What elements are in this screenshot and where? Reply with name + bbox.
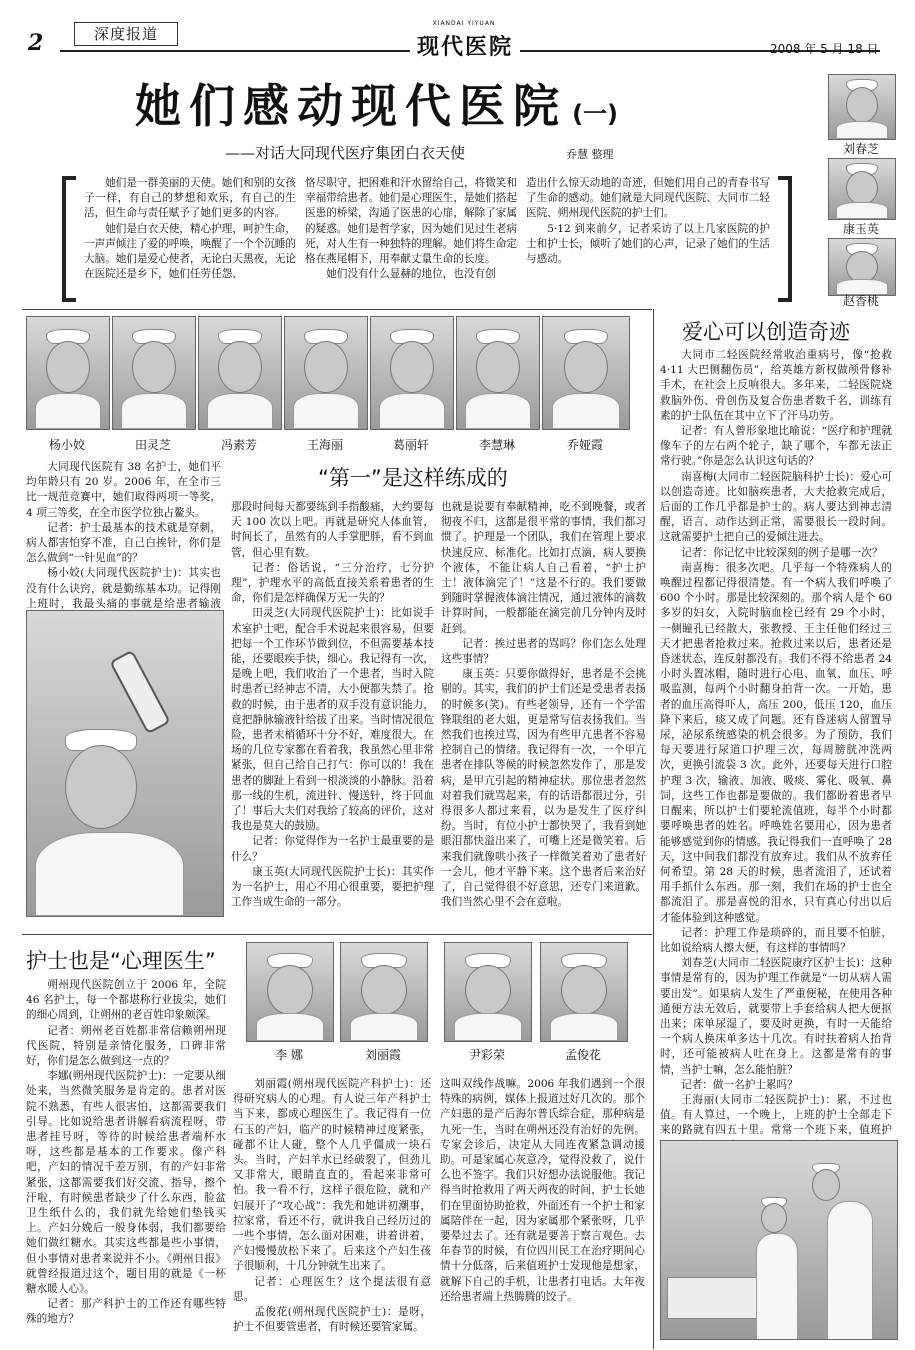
portrait-photo	[828, 158, 896, 220]
column-divider	[653, 309, 654, 1349]
portrait-photo	[112, 316, 196, 430]
intro-bracket-left	[62, 176, 76, 302]
divider	[22, 934, 652, 935]
portrait-name: 康玉英	[842, 222, 879, 236]
portrait-photo	[340, 942, 428, 1042]
portrait-photo	[26, 316, 110, 430]
portrait-photo	[540, 942, 628, 1042]
portrait-name: 刘丽霞	[364, 1048, 401, 1062]
portrait-name: 葛丽轩	[392, 438, 429, 452]
portrait-photo	[246, 942, 334, 1042]
headline-series: (一)	[572, 100, 619, 128]
psych-column-1: 朔州现代医院创立于 2006 年，全院 46 名护士，每一个都堪称行业拔尖，她们的细心周到，让朔州的老百姓印象颇深。 记者：朔州老百姓都非常信赖朔州现代医院，特别是亲情化服务，口碑非常好，你们是怎么做到这一点的？ 李娜(朔州现代医院护士)：一定要从细处来，当然微笑服务是肯定的。患者对医院不熟悉，有些人很害怕，这都需要我们引导。比如说给患者讲解看病流程呀，带患者挂号呀，等待的时候给患者端杯水呀，这些都是基本的工作要求。像产科吧，产妇的情况千差万别，有的产妇非常紧张，这都需要我们好交流、指导，擦个汗啦，有时候患者缺少了什么东西，脸盆卫生纸什么的，我们就先给她们垫钱买上。产妇分娩后一般身体弱，我们都要给她们做红糖水。其实这些都是些小事情，但小事情对患者来说并不小。《朔州日报》就曾经报道过这个，题目用的就是《一杯糖水暖人心》。 记者：那产科护士的工作还有哪些特殊的地方？	[26, 979, 226, 1326]
first-column-b: 也就是说要有奉献精神，吃不到晚餐，或者彻夜不归，这都是很平常的事情，我们都习惯了。护理是一个团队，我们在管理上要求快速反应、标准化。比如打点滴，病人要换个液体，不能让病人自己看着，“护士护士！液体滴完了！”这是不行的。我们要做到随时掌握液体滴注情况，通过液体的滴数计算时间，一般都能在滴完前几分钟内及时赶到。 记者：挨过患者的骂吗？你们怎么处理这些事情？ 康玉英：只要你做得好，患者是不会挑剔的。其实，我们的护士们还是受患者表扬的时候多(笑)。有些老领导，还有一个学雷锋联组的老大姐，更是常写信表扬我们。当然我们也挨过骂，因为有些甲亢患者不容易控制自己的情绪。我记得有一次，一个甲亢患者在排队等候的时候忽然发作了，那是发病，是甲亢引起的精神症状。那位患者忽然对着我们就骂起来，有的话语都很过分，引得很多人都过来看，以为是发生了医疗纠纷。当时，有位小护士都快哭了，我看到她眼泪都快溢出来了，可嘴上还是微笑着。后来我们就像哄小孩子一样微笑着劝了患者好一会儿，他才平静下来。这个患者后来治好了，自己觉得很不好意思，还专门来道歉。我们当然心里不会在意啦。	[441, 501, 646, 909]
first-left-column: 大同现代医院有 38 名护士，她们平均年龄只有 20 岁。2006 年，在全市三比一规范竞赛中，她们取得两项一等奖，4 项三等奖，在全市医学位独占鳌头。 记者：护士最基本的技术就是穿刺，病人都害怕穿不准，自己白挨针，你们是怎么做到“一针见血”的？ 杨小姣(大同现代医院护士)：其实也没有什么诀窍，就是勤练基本功。记得刚上班时，我最头痛的事就是给患者输液	[26, 461, 221, 610]
nurse-with-iv-photo	[26, 610, 224, 917]
headline-main: 她们感动现代医院	[135, 79, 567, 133]
portrait-name: 杨小姣	[48, 438, 85, 452]
page-number: 2	[28, 30, 44, 56]
intro-column-2: 恪尽职守，把困难和汗水留给自己，将微笑和幸福带给患者。她们是心理医生，是她们搭起医患的桥梁，沟通了医患的心扉，解除了家属的疑惑。她们是哲学家，因为她们见过生老病死，对人生有一种独特的理解。她们将生命定格在燕尾帽下，用奉献丈量生命的长度。 她们没有什么显赫的地位，也没有创	[305, 177, 517, 281]
brand-roman: XIANDAI YIYUAN	[432, 20, 496, 27]
section-tag: 深度报道	[74, 22, 178, 46]
portrait-name: 尹彩荣	[468, 1048, 505, 1062]
section-title-psych: 护士也是“心理医生”	[26, 949, 216, 973]
portrait-photo	[198, 316, 282, 430]
intro-bracket-right	[778, 176, 792, 302]
portrait-name: 李慧琳	[478, 438, 515, 452]
portrait-name: 赵香桃	[842, 294, 879, 308]
portrait-name: 冯素芳	[220, 438, 257, 452]
divider	[22, 309, 652, 310]
psych-column-3: 这叫双线作战嘛。2006 年我们遇到一个很特殊的病例，媒体上报道过好几次的。那个产妇患的是产后海尔普氏综合症，那种病是九死一生，当时在朔州还没有治好的先例。专家会诊后，决定从大同连夜紧急调动援助。可是家属心灰意冷，觉得没救了，说什么也不签字。我们只好想办法说服他。我记得当时抢救用了两天两夜的时间，护士长她们在里面协助抢救，外面还有一个护士和家属陪伴在一起，因为家属那个紧张呀，几乎要晕过去了。还有就是要善于察言观色。去年春节的时候，有位四川民工在治疗期间心情十分低落，后来值班护士发现他是想家，就解下自己的手机，让患者打电话。大年夜还给患者端上热腾腾的饺子。	[440, 1078, 645, 1303]
portrait-photo	[828, 238, 896, 296]
portrait-photo	[444, 942, 532, 1042]
section-title-first: “第一”是这样练成的	[318, 466, 508, 490]
portrait-name: 王海丽	[306, 438, 343, 452]
brand-logo: 现代医院	[416, 34, 513, 60]
headline-subtitle: ——对话大同现代医疗集团白衣天使	[225, 144, 466, 162]
portrait-photo	[542, 316, 630, 430]
intro-column-1: 她们是一群美丽的天使。她们和别的女孩子一样，有自己的梦想和欢乐，有自己的生活，但生命与责任赋予了她们更多的内容。 她们是白衣天使，精心护理，呵护生命，一声声倾注了爱的呼唤，唤醒了一个个沉睡的大脑。她们是爱心使者，无论白天黑夜，无论在医院还是乡下，她们任劳任怨、	[84, 177, 296, 281]
portrait-name: 刘春芝	[842, 142, 879, 156]
portrait-name: 孟俊花	[564, 1048, 601, 1062]
portrait-photo	[828, 74, 896, 140]
iv-bottle-graphic	[109, 650, 170, 735]
intro-column-3: 造出什么惊天动地的奇迹，但她们用自己的青春书写了生命的感动。她们就是大同现代医院、大同市二轻医院、朔州现代医院的护士们。 5·12 到来前夕，记者采访了以上几家医院的护士和护士长，倾听了她们的心声，记录了她们的生活与感动。	[526, 177, 770, 266]
portrait-name: 李 娜	[275, 1048, 303, 1062]
love-column: 大同市二轻医院经常收治重病号，像“抢救 4·11 大巴侧翻伤员”，给英雄方新权做颅骨修补手术，在社会上反响很大。多年来，二轻医院烧救脑外伤、骨创伤及复合伤患者数千名，训练有素的护士队伍在其中立下了汗马功劳。 记者：有人曾形象地比喻说：“医疗和护理就像车子的左右两个轮子，缺了哪个，车都无法正常行驶。”你是怎么认识这句话的？ 南喜梅(大同市二轻医院脑科护士长)：爱心可以创造奇迹。比如脑疾患者，大夫抢救完成后，后面的工作几乎都是护士的。病人要达到神志清醒，语言、动作达到正常，需要很长一段时间。这就需要护士把自己的爱倾注进去。 记者：你记忆中比较深刻的例子是哪一次？ 南喜梅：很多次吧。几乎每一个特殊病人的唤醒过程都记得很清楚。有一个病人我们呼唤了 600 个小时。那是比较深刻的。那个病人是个 60 多岁的妇女，入院时脑血栓已经有 29 个小时，一侧瞳孔已经散大，张教授、王主任他们经过三天才把患者抢救过来。抢救过来以后，患者还是昏迷状态，连反射都没有。我们不得不给患者 24 小时头置冰帽，随时进行心电、血氧、血压、呼吸监测，每两个小时翻身拍背一次。一开始，患者的血压高得吓人，高压 200，低压 120，血压降下来后，痰又成了问题。还有昏迷病人留置导尿，泌尿系统感染的机会很多。为了预防，我们每天要进行尿道口护理三次，每周膀胱冲洗两次，更换引流袋 3 次。此外，还要每天进行口腔护理 3 次，输液、加液、吸痰、雾化、吸氧、鼻饲，这些工作也都是要做的。我们都盼着患者早日醒来，所以护士们要轮流值班，每半个小时都要呼唤患者的姓名。呼唤姓名要用心，因为患者能够感觉到你的情感。我记得我们一直呼唤了 28 天，这中间我们都没有放弃过。我们从不放弃任何希望。第 28 天的时候，患者流泪了，还试着用手抓什么东西。那一刻，我们在场的护士也全都流泪了。那是喜悦的泪水，只有真心付出以后才能体验到这种感觉。 记者：护理工作是琐碎的，而且要不怕脏，比如说给病人擦大便，有这样的事情吗？ 刘春芝(大同市二轻医院康疗区护士长)：这种事情是常有的，因为护理工作就是“一切从病人需要出发”。如果病人发生了严重便秘，在使用各种通便方法无效后，就要带上手套给病人把大便抠出来；床单尿湿了，要及时更换，有时一天能给一个病人换床单多达十几次。有时扶着病人抬背时，还可能被病人吐在身上。这都是常有的事情，当护士嘛，怎么能怕脏？ 记者：做一名护士累吗？ 王海丽(大同市二轻医院护士)：累，不过也值。有人算过，一个晚上，上班的护士全部走下来的路就有四五十里。常常一个班下来，值班护	[660, 348, 892, 1215]
portrait-name: 田灵芝	[134, 438, 171, 452]
first-column-a: 那段时间每天都要练到手指酸痛，大约要每天 100 次以上吧。再就是研究人体血管，时间长了，虽然有的人手掌肥胖，看不到血管，但心里有数。 记者：俗话说，“三分治疗，七分护理”，护理水平的高低直接关系着患者的生命，你们是怎样确保万无一失的？ 田灵芝(大同现代医院护士)：比如说手术室护士吧，配合手术说起来很容易，但要把每一个工作环节做到位，不但需要基本技能，还要眼疾手快，细心。我记得有一次，是晚上吧，我们收治了一个患者，当时入院时患者已经神志不清，大小便都失禁了。抢救的时候，由于患者的双手没有意识能力，竟把静脉输液针给拔了出来。当时情况很危险，患者末梢循环十分不好，难度很大。在场的几位专家都在看着我，我虽然心里非常紧张，但自己给自己打气：你可以的！我在患者的脚趾上看到一根淡淡的小静脉。沿着那一线的生机，流进针、慢送针，终于回血了！事后大夫们对我给了较高的评价，这对我也是莫大的鼓励。 记者：你觉得作为一名护士最重要的是什么？ 康玉英(大同现代医院护士长)：其实作为一名护士，用心不用心很重要，要把护理工作当成生命的一部分。	[231, 501, 434, 909]
headline-title	[135, 70, 715, 133]
portrait-photo	[284, 316, 368, 430]
ward-scene-photo	[660, 1140, 898, 1340]
issue-date: 2008 年 5 月 18 日	[770, 42, 879, 56]
section-title-love: 爱心可以创造奇迹	[682, 320, 850, 344]
header-rule-left	[60, 50, 410, 52]
psych-column-2: 刘丽霞(朔州现代医院产科护士)：还得研究病人的心理。有人说三年产科护士当下来，都成心理医生了。我记得有一位石玉的产妇，临产的时候精神过度紧张，碰都不让人碰，整个人几乎僵成一块石头。当时，产妇羊水已经破裂了，但劲儿又非常大，眼睛直直的，看起来非常可怕。我一看不行，这样子很危险，就和产妇展开了“攻心战”：我先和她讲初潮事，拉家常，看还不行，就讲我自己经历过的一些个事情，怎么面对困难，讲着讲着，产妇慢慢放松下来了。后来这个产妇生孩子很顺利，十几分钟就生出来了。 记者：心理医生？这个提法很有意思。 孟俊花(朔州现代医院护士)：是呀，护士不但要管患者，有时候还要管家属。	[233, 1078, 431, 1334]
portrait-name: 乔娅霞	[566, 438, 603, 452]
portrait-photo	[370, 316, 454, 430]
portrait-photo	[456, 316, 540, 430]
headline-editor: 乔慧 整理	[566, 148, 614, 161]
